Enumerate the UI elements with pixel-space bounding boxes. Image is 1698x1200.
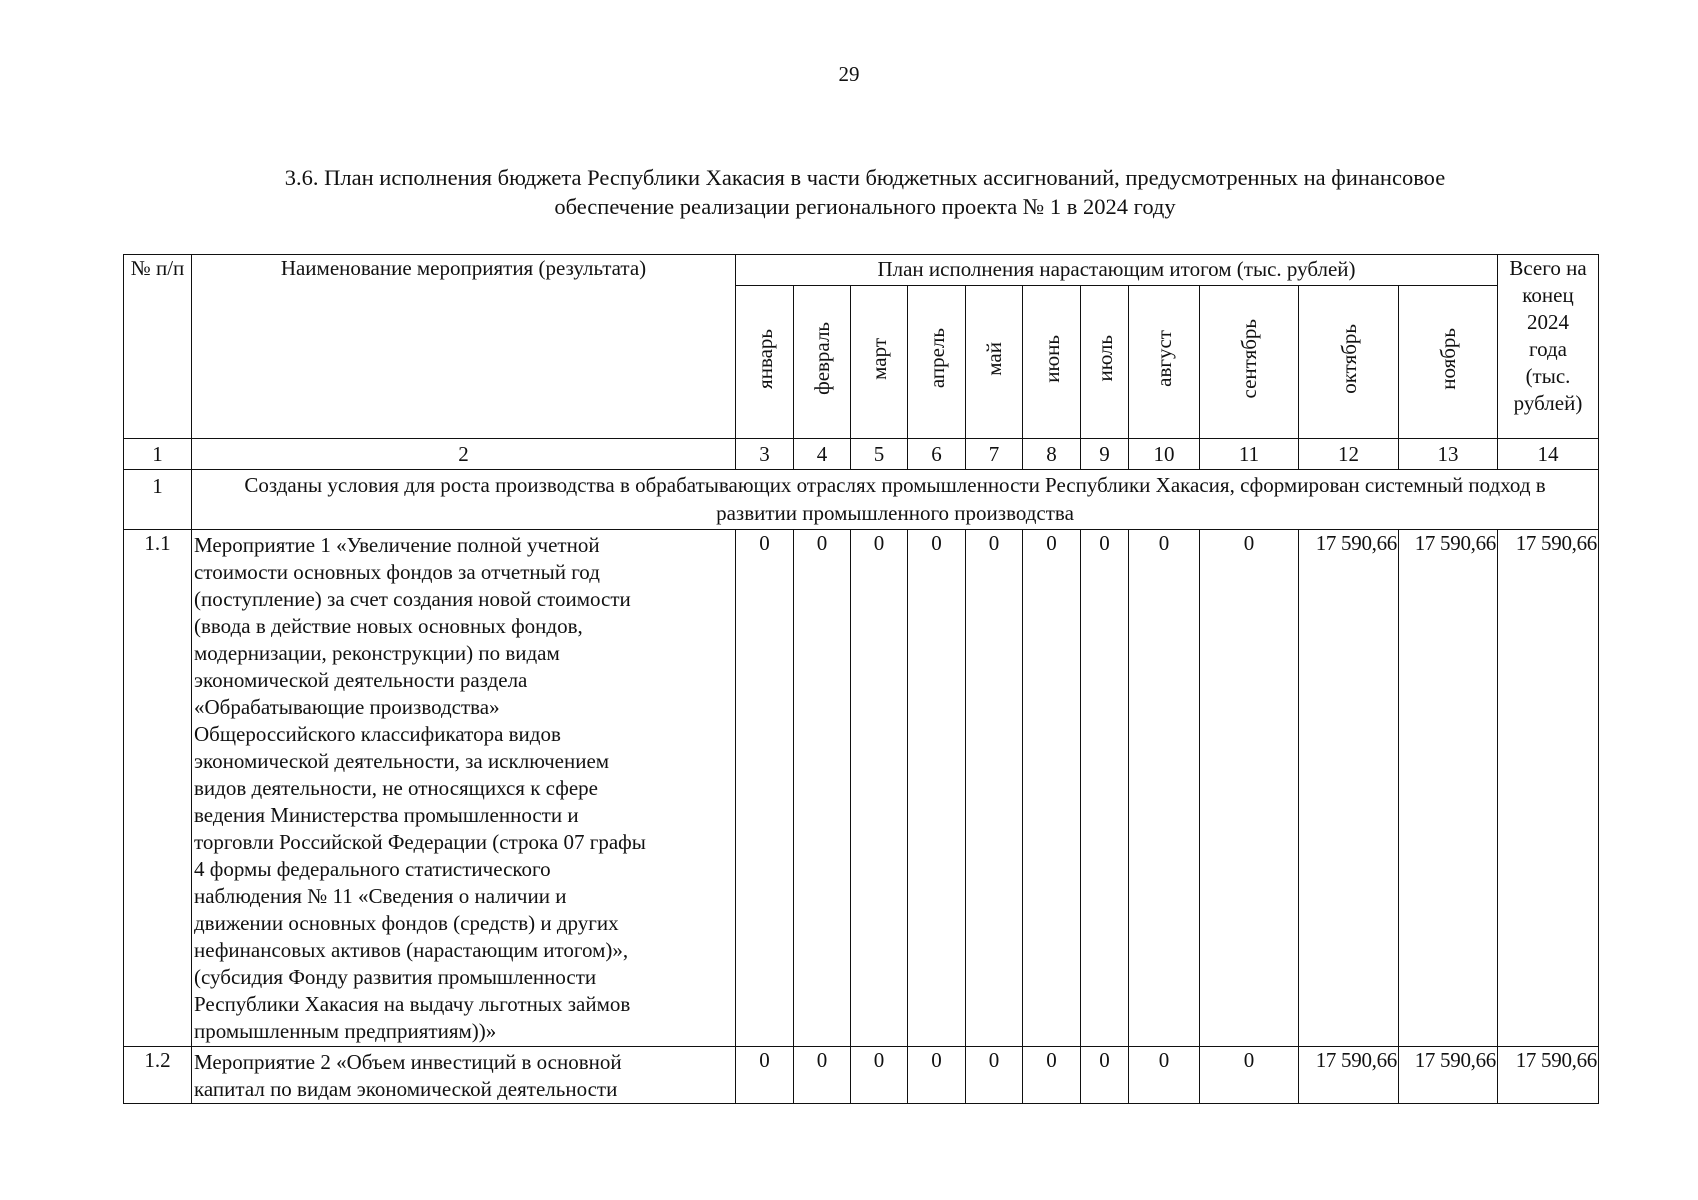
row-name-line: ведения Министерства промышленности и	[194, 803, 579, 827]
month-header-april	[908, 286, 966, 439]
value-november: 17 590,66	[1399, 1047, 1498, 1104]
title-line-2: обеспечение реализации регионального проекта № 1 в 2024 году	[554, 194, 1176, 219]
row-name-line: Республики Хакасия на выдачу льготных займов	[194, 992, 631, 1016]
column-number: 1	[124, 439, 192, 470]
row-name-line: (поступление) за счет создания новой стоимости	[194, 587, 631, 611]
value-october: 17 590,66	[1299, 530, 1399, 1047]
value-march: 0	[851, 1047, 908, 1104]
total-header	[1498, 255, 1599, 439]
row-name-line: Мероприятие 1 «Увеличение полной учетной	[194, 533, 600, 557]
row-name-line: стоимости основных фондов за отчетный год	[194, 560, 600, 584]
month-label: сентябрь	[1237, 318, 1261, 399]
value-june: 0	[1023, 530, 1081, 1047]
value-november: 17 590,66	[1399, 530, 1498, 1047]
budget-plan-table	[123, 254, 1599, 1104]
column-number: 10	[1129, 439, 1200, 470]
column-number: 6	[908, 439, 966, 470]
value-total: 17 590,66	[1498, 530, 1599, 1047]
column-number: 9	[1081, 439, 1129, 470]
value-june: 0	[1023, 1047, 1081, 1104]
month-header-january	[736, 286, 794, 439]
total-header-line: года	[1529, 337, 1567, 361]
title-line-1: 3.6. План исполнения бюджета Республики Хакасия в части бюджетных ассигнований, предусмотренных на финансовое	[284, 165, 1446, 190]
value-may: 0	[966, 530, 1023, 1047]
column-number: 11	[1200, 439, 1299, 470]
row-name-line: Мероприятие 2 «Объем инвестиций в основной	[194, 1050, 622, 1074]
row-name-line: наблюдения № 11 «Сведения о наличии и	[194, 884, 567, 908]
col-name-header: Наименование мероприятия (результата)	[192, 255, 736, 439]
month-label: январь	[752, 328, 777, 389]
goal-row	[124, 470, 1599, 530]
value-august: 0	[1129, 1047, 1200, 1104]
value-january: 0	[736, 530, 794, 1047]
month-label: апрель	[924, 328, 949, 389]
row-name-line: экономической деятельности, за исключением	[194, 749, 610, 773]
month-header-march	[851, 286, 908, 439]
value-september: 0	[1200, 530, 1299, 1047]
row-name-line: движении основных фондов (средств) и других	[194, 911, 619, 935]
month-header-february	[794, 286, 851, 439]
row-name-line: Общероссийского классификатора видов	[194, 722, 561, 746]
month-header-october	[1299, 286, 1399, 439]
goal-index: 1	[124, 470, 192, 530]
month-header-september	[1200, 286, 1299, 439]
document-title	[130, 163, 1600, 221]
row-name-line: «Обрабатывающие производства»	[194, 695, 500, 719]
month-label: ноябрь	[1436, 327, 1460, 390]
total-header-line: рублей)	[1513, 391, 1583, 415]
goal-text: Созданы условия для роста производства в обрабатывающих отраслях промышленности Республики Хакасия, сформирован системный подход в развитии промышленного производства	[192, 470, 1599, 530]
plan-header: План исполнения нарастающим итогом (тыс. рублей)	[736, 255, 1498, 286]
header-row-1	[124, 255, 1599, 286]
row-name-line: промышленным предприятиям))»	[194, 1019, 497, 1043]
row-name-line: модернизации, реконструкции) по видам	[194, 641, 560, 665]
column-number: 12	[1299, 439, 1399, 470]
row-name-line: нефинансовых активов (нарастающим итогом)»,	[194, 938, 629, 962]
value-february: 0	[794, 530, 851, 1047]
row-name-line: торговли Российской Федерации (строка 07 графы	[194, 830, 646, 854]
value-march: 0	[851, 530, 908, 1047]
value-august: 0	[1129, 530, 1200, 1047]
row-name-line: экономической деятельности раздела	[194, 668, 528, 692]
value-february: 0	[794, 1047, 851, 1104]
row-name-line: (ввода в действие новых основных фондов,	[194, 614, 583, 638]
month-header-november	[1399, 286, 1498, 439]
total-header-line: конец	[1522, 283, 1574, 307]
column-number: 7	[966, 439, 1023, 470]
month-header-august	[1129, 286, 1200, 439]
row-index: 1.2	[124, 1047, 192, 1104]
col-no-header: № п/п	[124, 255, 192, 439]
page-number: 29	[838, 62, 860, 86]
row-index: 1.1	[124, 530, 192, 1047]
row-name-line: 4 формы федерального статистического	[194, 857, 551, 881]
row-name-line: капитал по видам экономической деятельности	[194, 1077, 618, 1101]
column-numbers-row	[124, 439, 1599, 470]
row-name	[192, 1047, 736, 1104]
row-name	[192, 530, 736, 1047]
total-header-line: (тыс.	[1525, 364, 1571, 388]
month-label: март	[867, 337, 891, 380]
value-september: 0	[1200, 1047, 1299, 1104]
month-header-june	[1023, 286, 1081, 439]
column-number: 8	[1023, 439, 1081, 470]
table-row	[124, 530, 1599, 1047]
month-label: май	[982, 341, 1006, 376]
value-july: 0	[1081, 1047, 1129, 1104]
column-number: 3	[736, 439, 794, 470]
value-july: 0	[1081, 530, 1129, 1047]
value-total: 17 590,66	[1498, 1047, 1599, 1104]
month-label: февраль	[810, 322, 834, 395]
column-number: 5	[851, 439, 908, 470]
value-april: 0	[908, 530, 966, 1047]
month-header-july	[1081, 286, 1129, 439]
month-label: август	[1152, 330, 1176, 387]
month-label: июль	[1092, 335, 1117, 382]
month-header-may	[966, 286, 1023, 439]
month-label: июнь	[1039, 334, 1064, 383]
table-row	[124, 1047, 1599, 1104]
total-header-line: 2024	[1527, 310, 1569, 334]
month-label: октябрь	[1336, 323, 1361, 394]
column-number: 14	[1498, 439, 1599, 470]
row-name-line: видов деятельности, не относящихся к сфере	[194, 776, 598, 800]
value-january: 0	[736, 1047, 794, 1104]
value-october: 17 590,66	[1299, 1047, 1399, 1104]
value-may: 0	[966, 1047, 1023, 1104]
row-name-line: (субсидия Фонду развития промышленности	[194, 965, 597, 989]
column-number: 2	[192, 439, 736, 470]
column-number: 4	[794, 439, 851, 470]
total-header-line: Всего на	[1509, 256, 1587, 280]
column-number: 13	[1399, 439, 1498, 470]
value-april: 0	[908, 1047, 966, 1104]
